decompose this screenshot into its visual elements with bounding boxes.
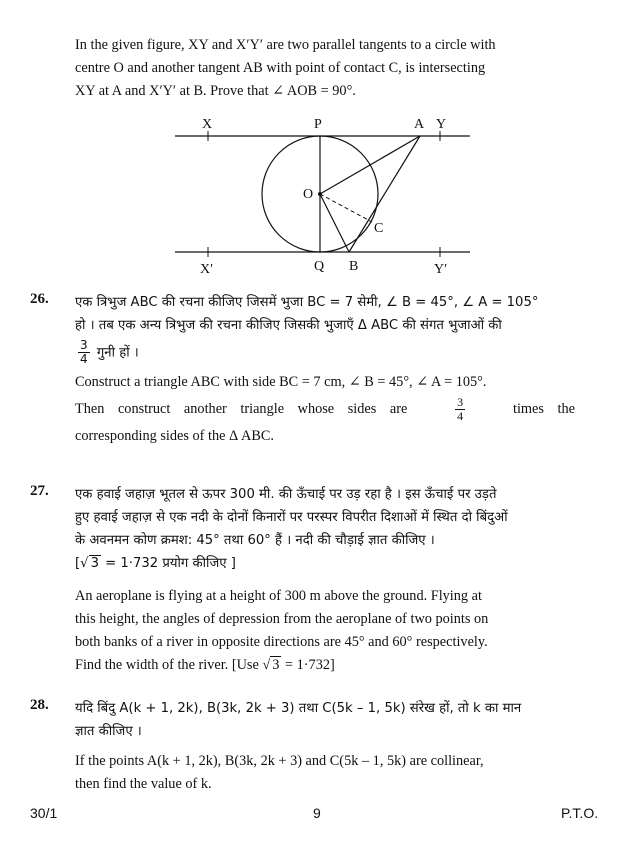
segment-oa: [320, 136, 420, 194]
q28-text: [75, 697, 575, 796]
q27-hindi-line: एक हवाई जहाज़ भूतल से ऊपर 300 मी. की ऊँचाई पर उड़ रहा है । इस ऊँचाई पर उड़ते: [75, 487, 497, 502]
label-o: O: [303, 187, 314, 202]
label-b: B: [349, 259, 359, 274]
question-number: 26.: [30, 291, 49, 307]
page-number: 9: [313, 805, 321, 821]
q26-hindi-line: हो । तब एक अन्य त्रिभुज की रचना कीजिए जिसकी भुजाएँ Δ ABC की संगत भुजाओं की: [75, 318, 502, 333]
q26-english-line: Construct a triangle ABC with side BC = 7 cm, ∠ B = 45°, ∠ A = 105°.: [75, 374, 487, 390]
q28-hindi-line: यदि बिंदु A(k + 1, 2k), B(3k, 2k + 3) तथा C(5k – 1, 5k) संरेख हों, तो k का मान: [75, 701, 522, 716]
segment-oc-dashed: [320, 194, 372, 222]
question-number: 27.: [30, 483, 49, 499]
label-q: Q: [314, 259, 325, 274]
q26-english-line: corresponding sides of the Δ ABC.: [75, 428, 275, 444]
q27-english-line: Find the width of the river. [Use √ 3 = 1·732]: [75, 657, 335, 673]
paper-code: 30/1: [30, 805, 58, 821]
question-number: 28.: [30, 697, 49, 713]
point-o: [318, 192, 322, 196]
fraction: $\frac{3}{4}$: [80, 338, 88, 366]
q28-hindi-line: ज्ञात कीजिए ।: [75, 724, 142, 739]
q26-hindi-line: $\frac{3}{4}$ गुनी हों ।: [80, 338, 139, 366]
label-x2: X′: [200, 262, 214, 277]
q27-hindi-line: [√ 3 = 1·732 प्रयोग कीजिए ]: [75, 556, 236, 571]
q26-text: [75, 291, 575, 448]
label-y2: Y′: [434, 262, 448, 277]
q27-english-line: this height, the angles of depression from the aeroplane of two points on: [75, 611, 489, 627]
label-y: Y: [436, 117, 447, 132]
q27-hindi-line: हुए हवाई जहाज़ से एक नदी के दोनों किनारों पर परस्पर विपरीत दिशाओं में स्थित दो बिंदुओं: [75, 510, 508, 525]
pto-note: P.T.O.: [561, 805, 599, 821]
q28-english-line: then find the value of k.: [75, 776, 212, 792]
q28-english-line: If the points A(k + 1, 2k), B(3k, 2k + 3) and C(5k – 1, 5k) are collinear,: [75, 753, 484, 769]
label-c: C: [374, 221, 384, 236]
q25-line: centre O and another tangent AB with point of contact C, is intersecting: [75, 60, 486, 76]
q27-hindi-line: के अवनमन कोण क्रमश: 45° तथा 60° हैं । नदी की चौड़ाई ज्ञात कीजिए ।: [75, 533, 435, 548]
q27-text: [75, 483, 575, 677]
q26-hindi-line: एक त्रिभुज ABC की रचना कीजिए जिसमें भुजा BC = 7 सेमी, ∠ B = 45°, ∠ A = 105°: [75, 295, 539, 310]
q25-line: XY at A and X′Y′ at B. Prove that ∠ AOB = 90°.: [75, 83, 356, 99]
fraction: $\frac{3}{4}$: [457, 395, 464, 423]
label-x: X: [202, 117, 213, 132]
label-a: A: [414, 117, 425, 132]
label-p: P: [314, 117, 322, 132]
q25-line: In the given figure, XY and X′Y′ are two parallel tangents to a circle with: [75, 37, 496, 53]
segment-ob: [320, 194, 349, 252]
tangent-ab: [349, 136, 420, 252]
q26-english-line: Then construct another triangle whose sides are $\frac{3}{4}$ times the: [75, 395, 575, 423]
q27-english-line: An aeroplane is flying at a height of 300 m above the ground. Flying at: [75, 588, 482, 604]
q27-english-line: both banks of a river in opposite directions are 45° and 60° respectively.: [75, 634, 488, 650]
